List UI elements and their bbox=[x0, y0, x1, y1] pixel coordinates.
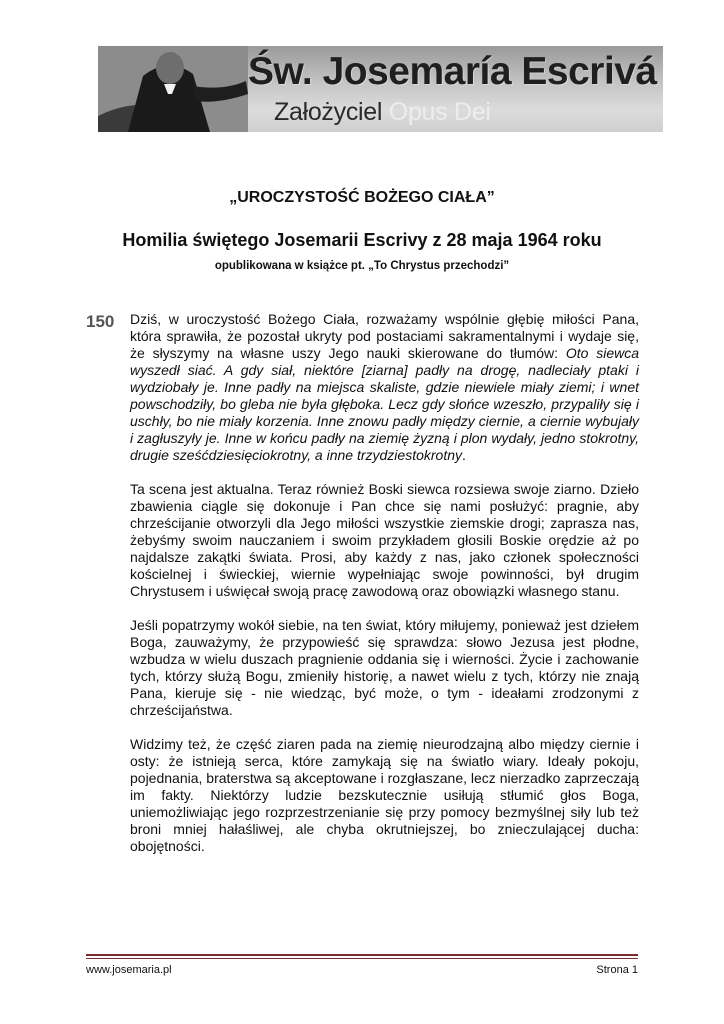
scripture-quote: Oto siewca wyszedł siać. A gdy siał, niektóre [ziarna] padły na drogę, nadleciały ptaki i wydziobały je. Inne padły na miejsca skaliste, gdzie niewiele miały ziemi; i wnet powschodziły, bo gleba nie była głęboka. Lecz gdy słońce wzeszło, przypaliły się i uschły, bo nie miały korzenia. Inne znowu padły między ciernie, a ciernie wybujały i zagłuszyły je. Inne w końcu padły na ziemię żyzną i plon wydały, jedno stokrotny, drugie sześćdziesięciokrotny, a inne trzydziestokrotny bbox=[130, 345, 640, 463]
banner-subtitle-opus-dei: Opus Dei bbox=[382, 98, 491, 126]
paragraph-number: 150 bbox=[86, 312, 115, 331]
document-heading: Homilia świętego Josemarii Escrivy z 28 maja 1964 roku bbox=[122, 230, 602, 250]
paragraph: Jeśli popatrzymy wokół siebie, na ten świat, który miłujemy, ponieważ jest dziełem Boga, zauważymy, że przypowieść się sprawdza: słowo Jezusa jest płodne, wzbudza w wielu duszach pragnienie oddania się i wierności. Życie i zachowanie tych, którzy służą Bogu, zmieniły historię, a nawet wielu z tych, którzy nie znają Pana, kieruje się - nie wiedząc, być może, o tym - ideałami zrodzonymi z chrześcijaństwa. bbox=[130, 617, 639, 718]
footer-website-link[interactable]: www.josemaria.pl bbox=[86, 964, 172, 976]
document-title: „UROCZYSTOŚĆ BOŻEGO CIAŁA” bbox=[229, 189, 495, 206]
footer-rule bbox=[86, 954, 638, 956]
paragraph-tail: . bbox=[462, 447, 466, 463]
header-banner bbox=[98, 46, 663, 132]
document-source: opublikowana w książce pt. „To Chrystus przechodzi” bbox=[214, 260, 510, 272]
paragraph: Widzimy też, że część ziaren pada na ziemię nieurodzajną albo między ciernie i osty: że istnieją serca, które zamykają się na światło wiary. Ideały pokoju, pojednania, braterstwa są akceptowane i rozgłaszane, lecz nierzadko zaprzeczają im fakty. Niektórzy ludzie bezskutecznie usiłują stłumić głos Boga, uniemożliwiając jego rozprzestrzenianie się przy pomocy bezmyślnej siły lub też broni mniej hałaśliwej, ale chyba okrutniejszej, bo znieczulającej ducha: obojętności. bbox=[130, 736, 639, 854]
footer-rule-thin bbox=[86, 958, 638, 959]
paragraph-text: Dziś, w uroczystość Bożego Ciała, rozważamy wspólnie głębię miłości Pana, która sprawiła, że pozostał ukryty pod postaciami sakramentalnymi i wydaje się, że słyszymy na własne uszy Jego nauki skierowane do tłumów: bbox=[130, 311, 639, 361]
banner-title: Św. Josemaría Escrivá bbox=[248, 50, 657, 93]
banner-subtitle-founder: Założyciel bbox=[274, 98, 383, 126]
footer-page-number: Strona 1 bbox=[596, 964, 638, 976]
banner-subtitle bbox=[274, 98, 491, 127]
portrait-figure bbox=[98, 46, 248, 132]
homily-body bbox=[130, 311, 639, 872]
paragraph: Ta scena jest aktualna. Teraz również Boski siewca rozsiewa swoje ziarno. Dzieło zbawienia ciągle się dokonuje i Pan chce się nami posłużyć: pragnie, aby chrześcijanie otworzyli dla Jego miłości wszystkie ziemskie drogi; zaprasza nas, żebyśmy swoim nauczaniem i swoim przykładem głosili Boskie orędzie aż po najdalsze zakątki świata. Prosi, aby każdy z nas, jako członek społeczności kościelnej i świeckiej, wiernie wypełniając swoje powinności, był drugim Chrystusem i uświęcał swoją pracę zawodową oraz obowiązki własnego stanu. bbox=[130, 481, 639, 599]
paragraph bbox=[130, 311, 639, 464]
